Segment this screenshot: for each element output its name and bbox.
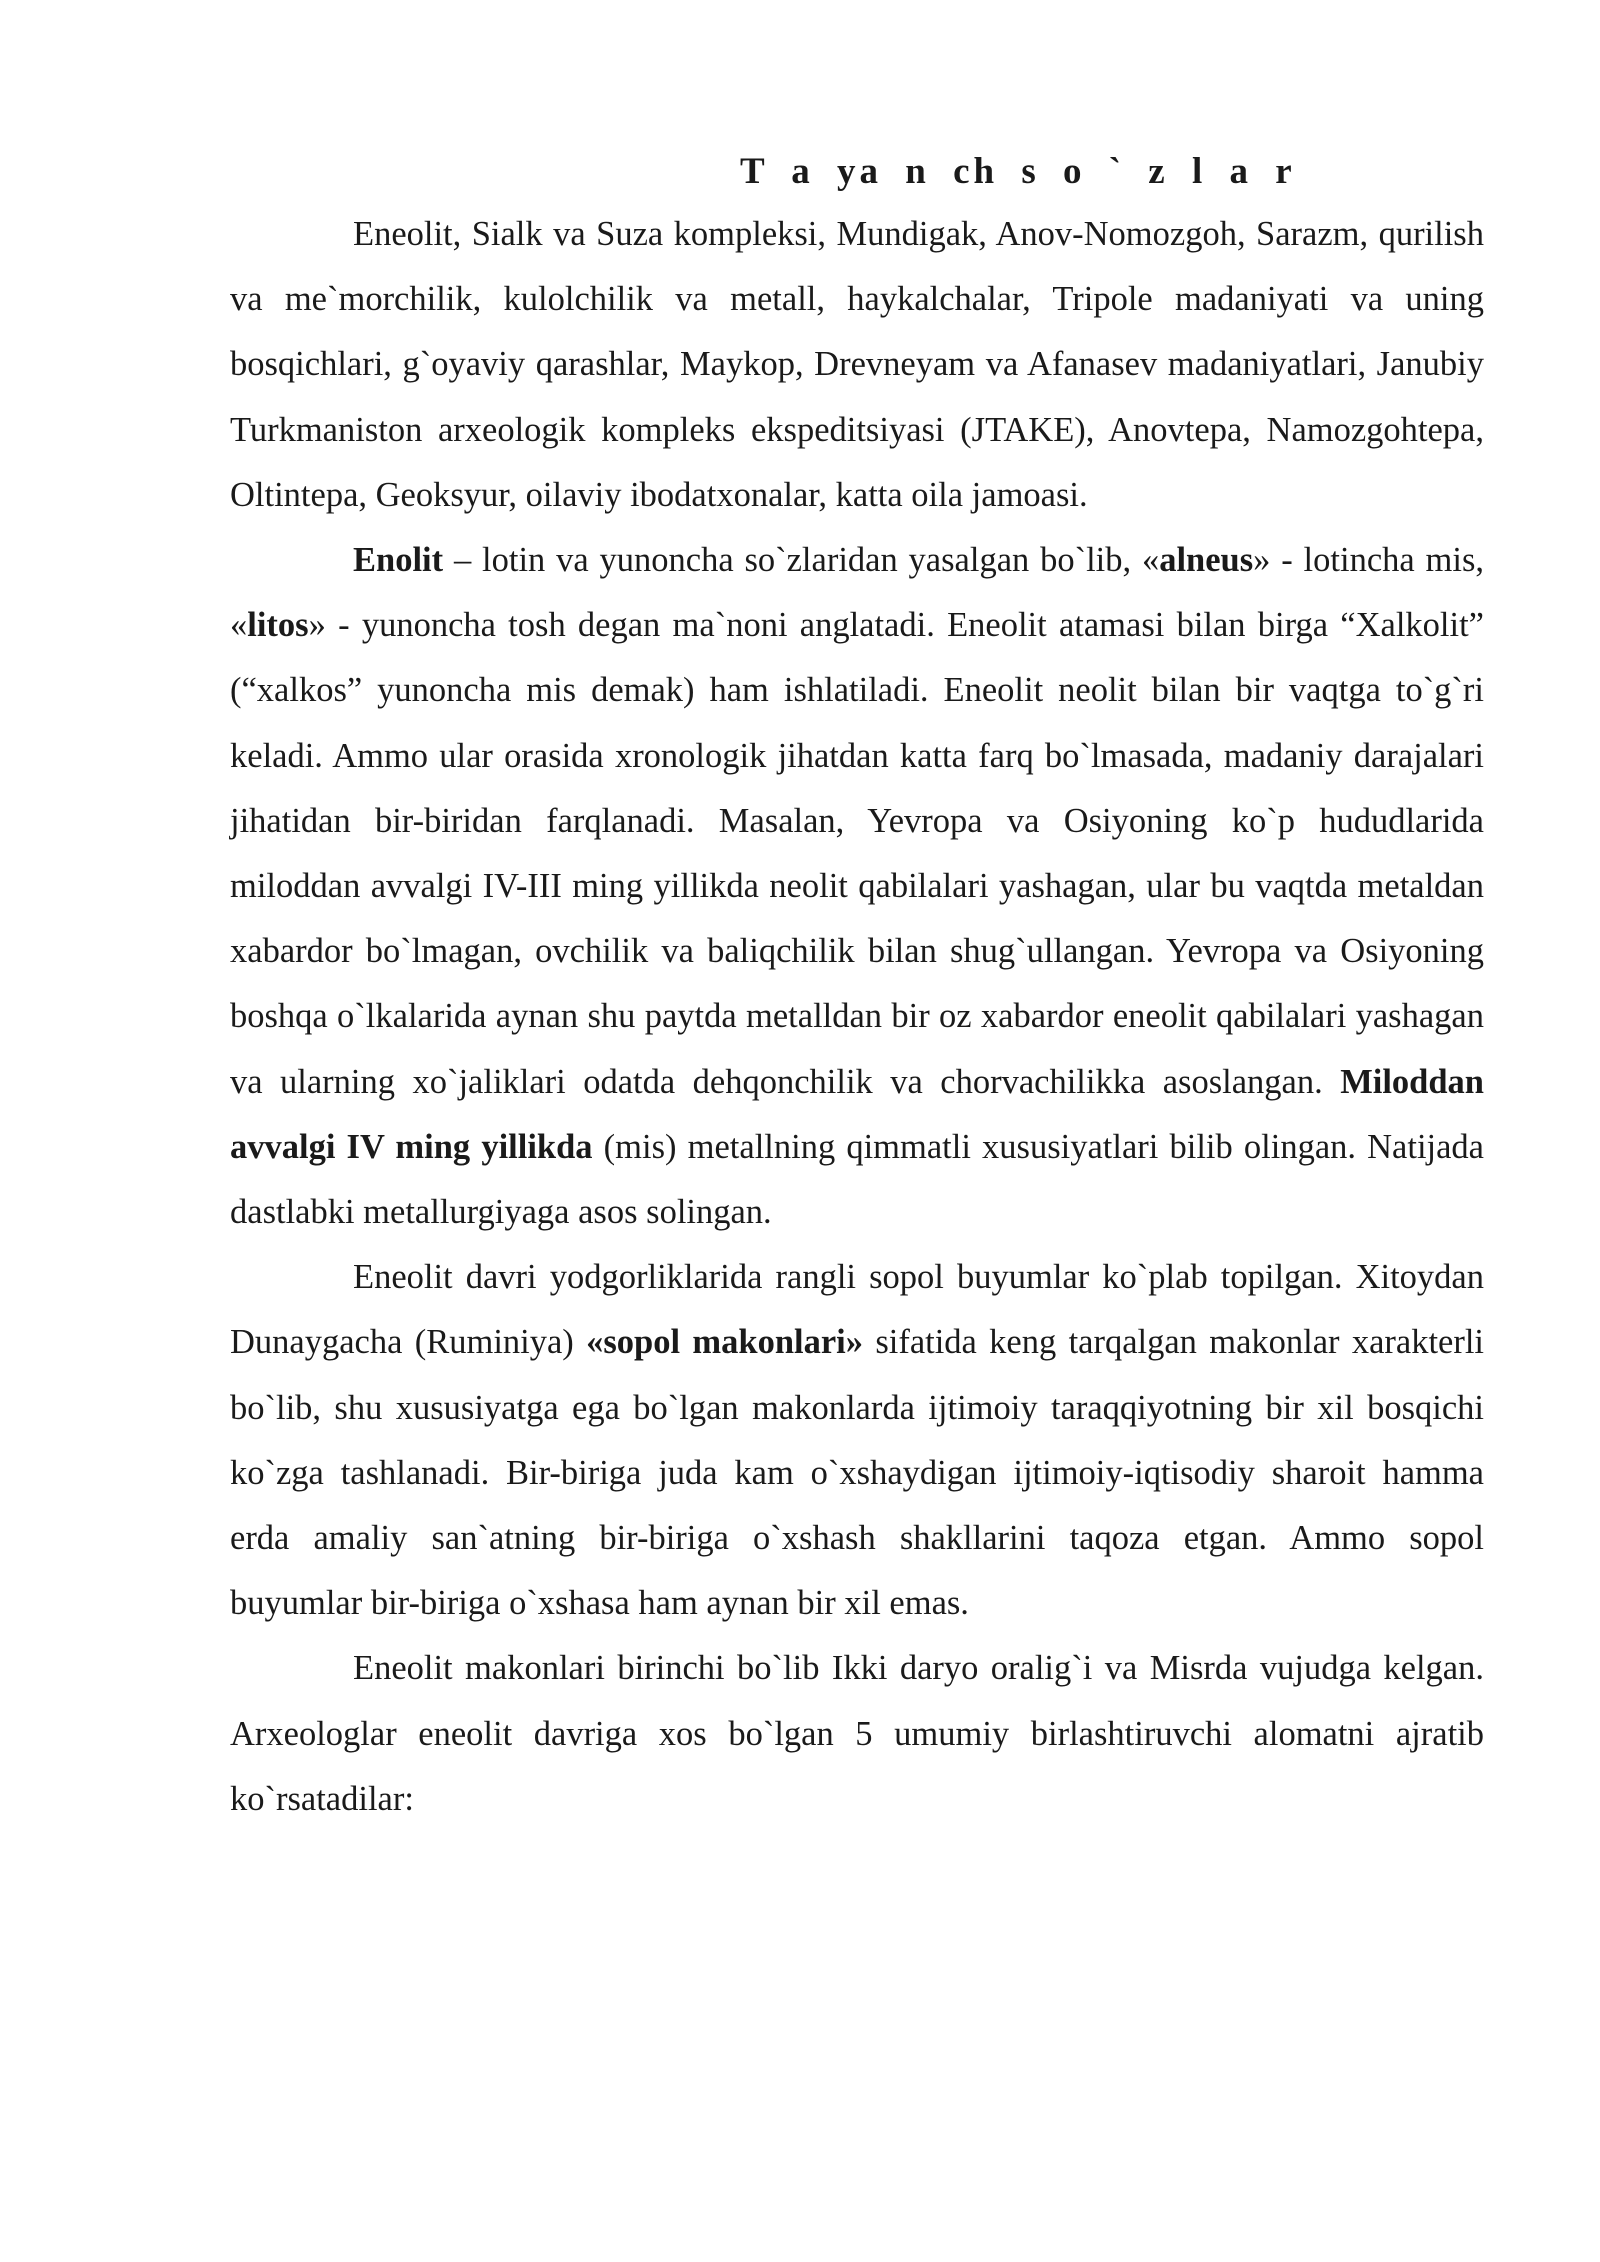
text-run: Eneolit makonlari birinchi bo`lib Ikki daryo oralig`i va Misrda vujudga kelgan. Arxeologlar eneolit davriga xos bo`lgan 5 umumiy birlashtiruvchi alomatni ajratib ko`rsatadilar: bbox=[230, 1649, 1484, 1818]
bold-term: Enolit bbox=[353, 541, 444, 580]
paragraph bbox=[230, 528, 1484, 1245]
body-text bbox=[230, 202, 1484, 1832]
bold-term: litos bbox=[247, 606, 309, 645]
bold-term: «sopol makonlari» bbox=[586, 1323, 863, 1362]
text-run: Eneolit, Sialk va Suza kompleksi, Mundigak, Anov-Nomozgoh, Sarazm, qurilish va me`morchilik, kulolchilik va metall, haykalchalar, Tripole madaniyati va uning bosqichlari, g`oyaviy qarashlar, Maykop, Drevneyam va Afanasev madaniyatlari, Janubiy Turkmaniston arxeologik kompleks ekspeditsiyasi (JTAKE), Anovtepa, Namozgohtepa, Oltintepa, Geoksyur, oilaviy ibodatxonalar, katta oila jamoasi. bbox=[230, 215, 1484, 514]
text-run: – lotin va yunoncha so`zlaridan yasalgan bo`lib, « bbox=[443, 541, 1160, 580]
text-run: » - yunoncha tosh degan ma`noni anglatadi. Eneolit atamasi bilan birga “Xalkolit” (“xalkos” yunoncha mis demak) ham ishlatiladi. Eneolit neolit bilan bir vaqtga to`g`ri keladi. Ammo ular orasida xronologik jihatdan katta farq bo`lmasada, madaniy darajalari jihatidan bir-biridan farqlanadi. Masalan, Yevropa va Osiyoning ko`p hududlarida miloddan avvalgi IV-III ming yillikda neolit qabilalari yashagan, ular bu vaqtda metaldan xabardor bo`lmagan, ovchilik va baliqchilik bilan shug`ullangan. Yevropa va Osiyoning boshqa o`lkalarida aynan shu paytda metalldan bir oz xabardor eneolit qabilalari yashagan va ularning xo`jaliklari odatda dehqonchilik va chorvachilikka asoslangan. bbox=[230, 606, 1484, 1101]
text-run: sifatida keng tarqalgan makonlar xarakterli bo`lib, shu xususiyatga ega bo`lgan makonlarda ijtimoiy taraqqiyotning bir xil bosqichi ko`zga tashlanadi. Bir-biriga juda kam o`xshaydigan ijtimoiy-iqtisodiy sharoit hamma erda amaliy san`atning bir-biriga o`xshash shakllarini taqoza etgan. Ammo sopol buyumlar bir-biriga o`xshasa ham aynan bir xil emas. bbox=[230, 1323, 1485, 1623]
paragraph bbox=[230, 202, 1484, 528]
paragraph bbox=[230, 1636, 1484, 1832]
text-run: Eneolit davri yodgorliklarida rangli sopol buyumlar ko`plab topilgan. Xitoydan Dunaygacha (Ruminiya) bbox=[230, 1258, 1484, 1362]
text-run: (mis) metallning qimmatli xususiyatlari bilib olingan. Natijada dastlabki metallurgiyaga asos solingan. bbox=[230, 1127, 1484, 1232]
text-run: » - lotincha mis, « bbox=[230, 541, 1484, 645]
document-page bbox=[230, 150, 1484, 1832]
section-heading: T a ya n ch s o ` z l a r bbox=[740, 151, 1296, 192]
paragraph bbox=[230, 1245, 1484, 1636]
bold-term: alneus bbox=[1159, 541, 1254, 580]
bold-term: Miloddan avvalgi IV ming yillikda bbox=[230, 1062, 1484, 1166]
